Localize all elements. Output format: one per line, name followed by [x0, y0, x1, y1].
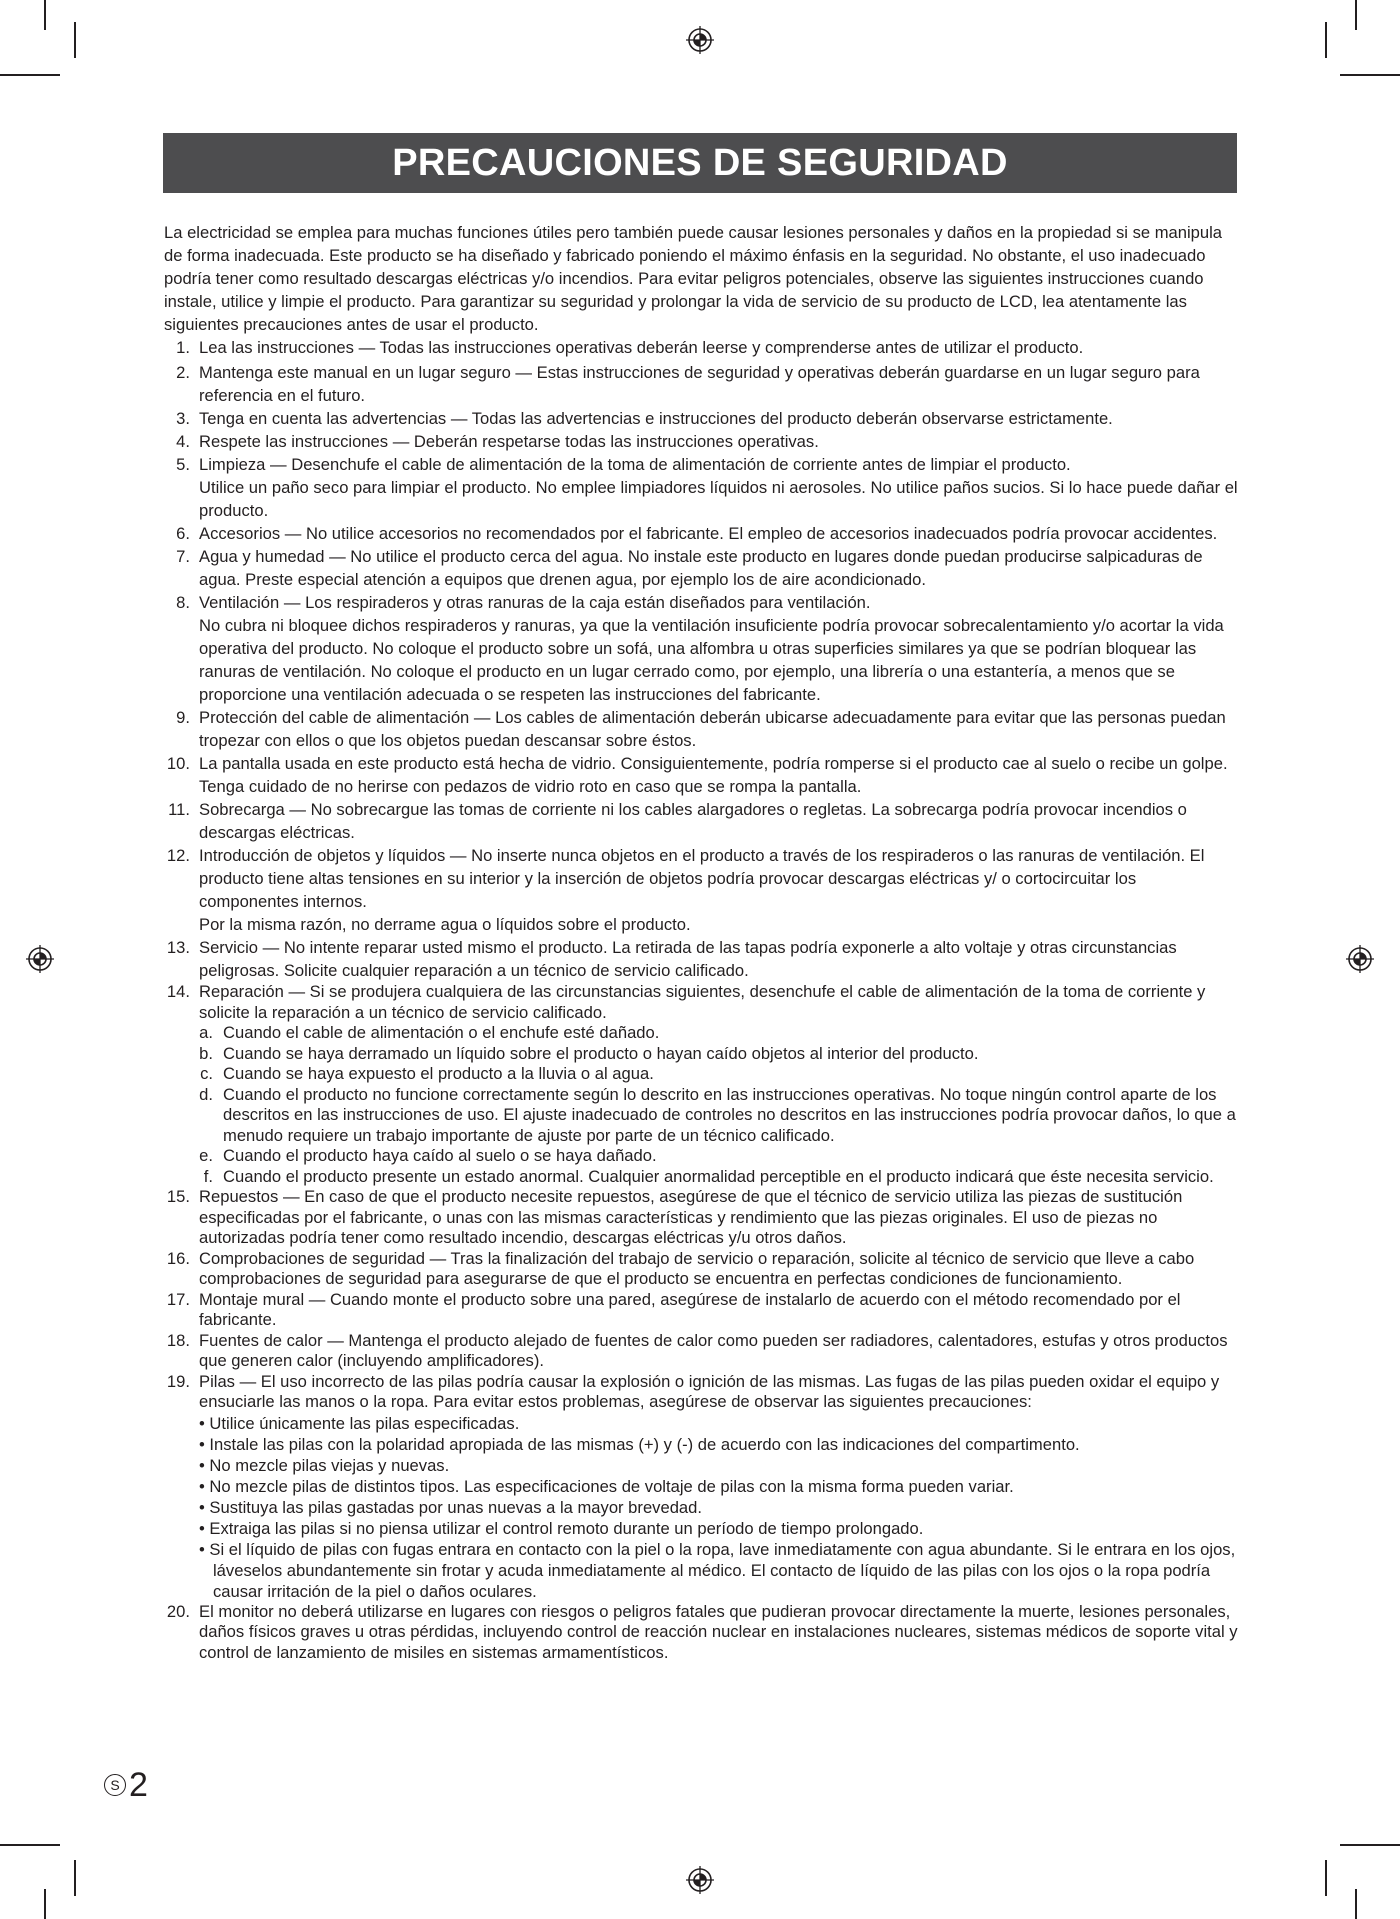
sub-item-letter: b. [199, 1043, 213, 1063]
list-item [164, 1249, 1240, 1290]
item-number: 17. [166, 1289, 190, 1309]
bullet-item: • Sustituya las pilas gastadas por unas nuevas a la mayor brevedad. [199, 1497, 702, 1517]
item-text: Accesorios — No utilice accesorios no recomendados por el fabricante. El empleo de accesorios inadecuados podría provocar accidentes. [199, 524, 1218, 543]
sub-list-item [199, 1044, 1240, 1065]
list-item [164, 336, 1240, 359]
crop-mark [44, 1889, 46, 1919]
item-text: Sobrecarga — No sobrecargue las tomas de corriente ni los cables alargadores o regletas. La sobrecarga podría provocar incendios o descargas eléctricas. [199, 800, 1187, 842]
item-text: Servicio — No intente reparar usted mismo el producto. La retirada de las tapas podría exponerle a alto voltaje y otras circunstancias peligrosas. Solicite cualquier reparación a un técnico de servicio calificado. [199, 938, 1177, 980]
item-number: 11. [168, 800, 190, 819]
crop-mark [0, 74, 60, 76]
crop-mark [1355, 1889, 1357, 1919]
list-item [164, 361, 1240, 407]
bullet-item: • No mezcle pilas viejas y nuevas. [199, 1455, 450, 1475]
bullet-item: • No mezcle pilas de distintos tipos. Las especificaciones de voltaje de pilas con la misma forma pueden variar. [199, 1476, 1014, 1496]
item-text: No cubra ni bloquee dichos respiraderos y ranuras, ya que la ventilación insuficiente podría provocar sobrecalentamiento y/o acortar la vida operativa del producto. No coloque el producto sobre un sofá, una alfombra u otras superficies similares ya que se podrían bloquear las ranuras de ventilación. No coloque el producto en un lugar cerrado como, por ejemplo, una librería o una estantería, a menos que se proporcione una ventilación adecuada o se respeten las instrucciones del fabricante. [199, 616, 1224, 704]
registration-mark-icon [26, 945, 54, 973]
item-number: 15. [166, 1187, 190, 1206]
sub-list-item [199, 1023, 1240, 1044]
list-item [164, 545, 1240, 591]
sub-item-letter: a. [199, 1023, 213, 1042]
crop-mark [1340, 74, 1400, 76]
precautions-list [164, 336, 1240, 1663]
sub-item-letter: f. [203, 1166, 213, 1186]
list-item [164, 407, 1240, 430]
item-text: Utilice un paño seco para limpiar el producto. No emplee limpiadores líquidos ni aerosoles. No utilice paños sucios. Si lo hace puede dañar el producto. [199, 478, 1238, 520]
item-number: 10. [166, 754, 190, 773]
item-text: Lea las instrucciones — Todas las instrucciones operativas deberán leerse y comprenderse antes de utilizar el producto. [199, 338, 1084, 357]
list-item [164, 706, 1240, 752]
sub-item-letter: c. [200, 1064, 213, 1083]
list-item [164, 1372, 1240, 1602]
item-number: 14. [166, 982, 190, 1001]
list-item [164, 591, 1240, 706]
registration-mark-icon [686, 1866, 714, 1894]
item-number: 9. [176, 708, 190, 727]
intro-paragraph: La electricidad se emplea para muchas funciones útiles pero también puede causar lesiones personales y daños en la propiedad si se manipula de forma inadecuada. Este producto se ha diseñado y fabricado poniendo el máximo énfasis en la seguridad. No obstante, el uso inadecuado podría tener como resultado descargas eléctricas y/o incendios. Para evitar peligros potenciales, observe las siguientes instrucciones cuando instale, utilice y limpie el producto. Para garantizar su seguridad y prolongar la vida de servicio de su producto de LCD, lea atentamente las siguientes precauciones antes de usar el producto. [164, 223, 1223, 334]
item-number: 13. [166, 938, 190, 957]
item-number: 12. [166, 846, 190, 865]
crop-mark [74, 22, 76, 58]
sub-item-text: Cuando el producto haya caído al suelo o se haya dañado. [223, 1146, 657, 1165]
item-number: 4. [176, 432, 190, 451]
registration-mark-icon [1346, 945, 1374, 973]
sub-item-text: Cuando se haya expuesto el producto a la lluvia o al agua. [223, 1064, 654, 1083]
list-item [164, 844, 1240, 936]
item-text: Pilas — El uso incorrecto de las pilas podría causar la explosión o ignición de las mismas. Las fugas de las pilas pueden oxidar el equipo y ensuciarle las manos o la ropa. Para evitar estos problemas, asegúrese de observar las siguientes precauciones: [199, 1371, 1220, 1411]
list-item [164, 430, 1240, 453]
sub-list-item [199, 1167, 1240, 1188]
bullet-item: • Extraiga las pilas si no piensa utilizar el control remoto durante un período de tiempo prolongado. [199, 1518, 924, 1538]
bullet-item: • Utilice únicamente las pilas especificadas. [199, 1413, 520, 1433]
item-number: 18. [166, 1330, 190, 1350]
item-number: 2. [176, 363, 190, 382]
item-text: Agua y humedad — No utilice el producto cerca del agua. No instale este producto en lugares donde puedan producirse salpicaduras de agua. Preste especial atención a equipos que drenen agua, por ejemplo los de aire acondicionado. [199, 547, 1203, 589]
item-text: Comprobaciones de seguridad — Tras la finalización del trabajo de servicio o reparación, solicite al técnico de servicio que lleve a cabo comprobaciones de seguridad para asegurarse de que el producto se encuentra en perfectas condiciones de funcionamiento. [199, 1248, 1195, 1288]
list-item [164, 1602, 1240, 1664]
item-text: Montaje mural — Cuando monte el producto sobre una pared, asegúrese de instalarlo de acuerdo con el método recomendado por el fabricante. [199, 1289, 1181, 1329]
item-text: Protección del cable de alimentación — Los cables de alimentación deberán ubicarse adecuadamente para evitar que las personas puedan tropezar con ellos o que los objetos puedan descansar sobre éstos. [199, 708, 1226, 750]
item-text: Reparación — Si se produjera cualquiera de las circunstancias siguientes, desenchufe el cable de alimentación de la toma de corriente y solicite la reparación a un técnico de servicio calificado. [199, 982, 1206, 1022]
sub-item-text: Cuando el producto no funcione correctamente según lo descrito en las instrucciones operativas. No toque ningún control aparte de los descritos en las instrucciones de uso. El ajuste inadecuado de controles no descritos en las instrucciones podría provocar daños, lo que a menudo requiere un trabajo importante de ajuste por parte de un técnico calificado. [223, 1084, 1236, 1145]
crop-mark [44, 0, 46, 30]
item-number: 7. [176, 547, 190, 566]
list-item [164, 522, 1240, 545]
list-item [164, 1187, 1240, 1249]
crop-mark [1325, 22, 1327, 58]
list-item [164, 752, 1240, 798]
sub-item-letter: d. [199, 1084, 213, 1104]
page-title: PRECAUCIONES DE SEGURIDAD [392, 141, 1008, 184]
list-item [164, 1331, 1240, 1372]
item-text: Ventilación — Los respiraderos y otras ranuras de la caja están diseñados para ventilación. [199, 593, 871, 612]
sub-item-text: Cuando el cable de alimentación o el enchufe esté dañado. [223, 1023, 660, 1042]
sub-list-item [199, 1146, 1240, 1167]
title-banner [163, 133, 1237, 193]
crop-mark [74, 1860, 76, 1896]
page-number-value: 2 [129, 1766, 148, 1804]
item-number: 19. [166, 1371, 190, 1391]
item-text: Introducción de objetos y líquidos — No inserte nunca objetos en el producto a través de los respiraderos o las ranuras de ventilación. El producto tiene altas tensiones en su interior y la inserción de objetos podría provocar descargas eléctricas y/ o cortocircuitar los componentes internos. [199, 846, 1205, 911]
list-item [164, 982, 1240, 1187]
sub-list-item [199, 1085, 1240, 1147]
item-text: Por la misma razón, no derrame agua o líquidos sobre el producto. [199, 915, 691, 934]
item-number: 16. [166, 1248, 190, 1268]
crop-mark [1355, 0, 1357, 30]
item-text: Limpieza — Desenchufe el cable de alimentación de la toma de alimentación de corriente antes de limpiar el producto. [199, 455, 1071, 474]
item-text: Mantenga este manual en un lugar seguro — Estas instrucciones de seguridad y operativas deberán guardarse en un lugar seguro para referencia en el futuro. [199, 363, 1200, 405]
sub-list-item [199, 1064, 1240, 1085]
bullet-item: • Instale las pilas con la polaridad apropiada de las mismas (+) y (-) de acuerdo con las indicaciones del compartimento. [199, 1434, 1080, 1454]
registration-mark-icon [686, 26, 714, 54]
crop-mark [1325, 1860, 1327, 1896]
item-text: Tenga en cuenta las advertencias — Todas las advertencias e instrucciones del producto deberán observarse estrictamente. [199, 409, 1113, 428]
list-item [164, 798, 1240, 844]
sub-list [199, 1023, 1240, 1187]
item-text: La pantalla usada en este producto está hecha de vidrio. Consiguientemente, podría romperse si el producto cae al suelo o recibe un golpe. Tenga cuidado de no herirse con pedazos de vidrio roto en caso que se rompa la pantalla. [199, 754, 1228, 796]
item-number: 1. [176, 338, 190, 357]
language-circle-badge: S [104, 1774, 126, 1796]
crop-mark [0, 1844, 60, 1846]
list-item [164, 1290, 1240, 1331]
sub-item-text: Cuando el producto presente un estado anormal. Cualquier anormalidad perceptible en el producto indicará que éste necesita servicio. [223, 1166, 1214, 1186]
sub-item-text: Cuando se haya derramado un líquido sobre el producto o hayan caído objetos al interior del producto. [223, 1043, 979, 1063]
crop-mark [1340, 1844, 1400, 1846]
list-item [164, 453, 1240, 522]
item-text: El monitor no deberá utilizarse en lugares con riesgos o peligros fatales que pudieran provocar directamente la muerte, lesiones personales, daños físicos graves u otras pérdidas, incluyendo control de reacción nuclear en instalaciones nucleares, sistemas médicos de soporte vital y control de lanzamiento de misiles en sistemas armamentísticos. [199, 1601, 1238, 1662]
sub-item-letter: e. [199, 1146, 213, 1165]
list-item [164, 936, 1240, 982]
item-number: 5. [176, 455, 190, 474]
item-number: 3. [176, 409, 190, 428]
item-number: 20. [166, 1601, 190, 1621]
item-text: Fuentes de calor — Mantenga el producto alejado de fuentes de calor como pueden ser radiadores, calentadores, estufas y otros productos que generen calor (incluyendo amplificadores). [199, 1330, 1228, 1370]
item-text: Repuestos — En caso de que el producto necesite repuestos, asegúrese de que el técnico de servicio utiliza las piezas de sustitución especificadas por el fabricante, o unas con las mismas características y rendimiento que las piezas originales. El uso de piezas no autorizadas podría tener como resultado incendio, descargas eléctricas y/u otros daños. [199, 1187, 1183, 1247]
item-number: 6. [176, 524, 190, 543]
item-number: 8. [176, 593, 190, 612]
page-number [104, 1768, 148, 1802]
item-text: Respete las instrucciones — Deberán respetarse todas las instrucciones operativas. [199, 432, 819, 451]
safety-content [164, 221, 1240, 1663]
bullet-item: • Si el líquido de pilas con fugas entrara en contacto con la piel o la ropa, lave inmediatamente con agua abundante. Si le entrara en los ojos, láveselos abundantemente sin frotar y acuda inmediatamente al médico. El contacto de líquido de las pilas con los ojos o la ropa podría causar irritación de la piel o daños oculares. [199, 1539, 1236, 1601]
